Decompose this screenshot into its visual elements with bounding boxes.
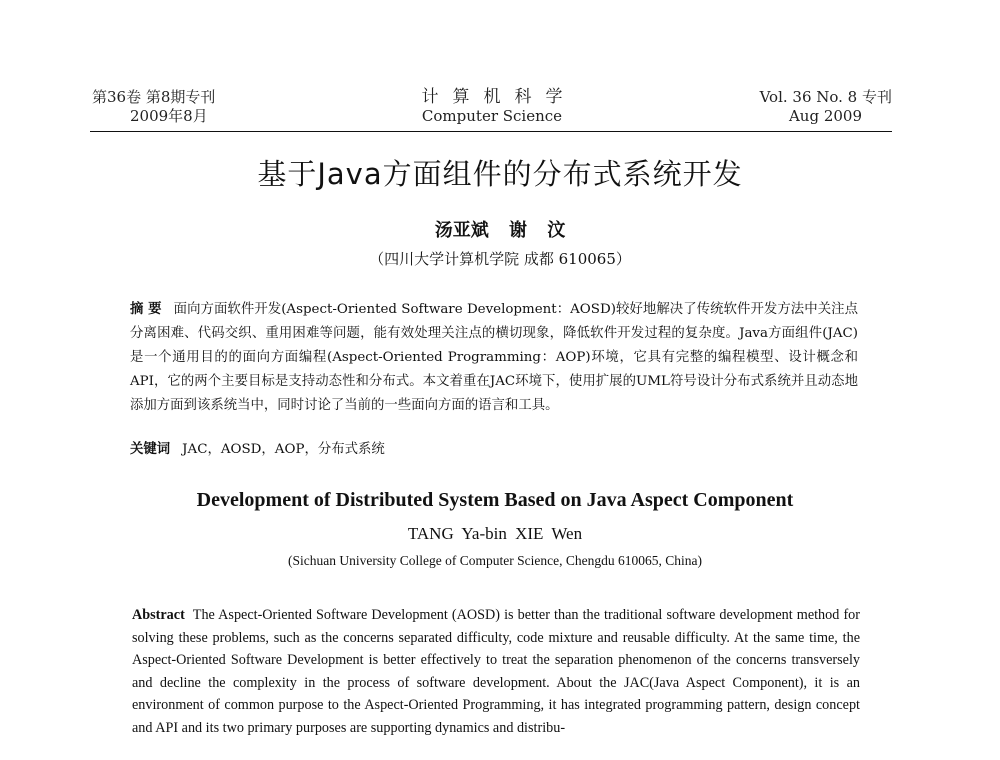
volume-issue: 第36卷 第8期专刊 — [92, 88, 216, 106]
keywords-cn — [130, 438, 858, 462]
authors-cn: 汤亚斌 谢 汶 — [434, 220, 566, 241]
keywords-cn-label: 关键词 — [130, 442, 171, 457]
publication-date-cn: 2009年8月 — [130, 107, 208, 125]
journal-name-en: Computer Science — [421, 107, 563, 125]
volume-issue-en: Vol. 36 No. 8 专刊 — [759, 88, 892, 106]
publication-date-en: Aug 2009 — [788, 107, 862, 125]
journal-name — [392, 88, 592, 126]
abstract-en-label: Abstract — [132, 607, 185, 623]
keywords-cn-text: JAC，AOSD，AOP，分布式系统 — [182, 442, 385, 457]
abstract-cn-label: 摘 要 — [130, 302, 162, 317]
abstract-cn-text: 面向方面软件开发(Aspect-Oriented Software Development：AOSD)较好地解决了传统软件开发方法中关注点分离困难、代码交织、重用困难等问题，能有效处理关注点的横切现象，降低软件开发过程的复杂度。Java方面组件(JAC)是一个通用目的的面向方面编程(Aspect-Oriented Programming：AOP)环境，它具有完整的编程模型、设计概念和API，它的两个主要目标是支持动态性和分布式。本文着重在JAC环境下，使用扩展的UML符号设计分布式系统并且动态地添加方面到该系统当中，同时讨论了当前的一些面向方面的语言和工具。 — [130, 302, 858, 413]
journal-volume-info — [92, 88, 312, 126]
journal-name-cn: 计算机科学 — [421, 87, 577, 107]
abstract-en — [132, 604, 860, 739]
affiliation-cn: （四川大学计算机学院 成都 610065） — [369, 250, 631, 268]
abstract-cn — [130, 298, 858, 418]
authors-en: TANG Ya-bin XIE Wen — [407, 524, 583, 543]
paper-title-en: Development of Distributed System Based on Java Aspect Component — [196, 489, 794, 511]
paper-title-cn: 基于Java方面组件的分布式系统开发 — [257, 157, 743, 191]
running-header — [92, 88, 892, 132]
abstract-en-text: The Aspect-Oriented Software Development (AOSD) is better than the traditional software development method for solving these problems, such as the concerns separated difficulty, code mixture and reusable difficulty. At the same time, the Aspect-Oriented Software Development is better effectively to treat the separation phenomenon of the concerns transversely and decline the complexity in the process of software development. About the JAC(Java Aspect Component), it is an environment of common purpose to the Aspect-Oriented Programming, it has integrated programming pattern, design concept and API and its two primary purposes are supporting dynamics and distribu- — [132, 607, 860, 736]
affiliation-en: (Sichuan University College of Computer Science, Chengdu 610065, China) — [288, 553, 702, 568]
journal-volume-info-en — [692, 88, 892, 126]
header-rule — [90, 131, 892, 132]
